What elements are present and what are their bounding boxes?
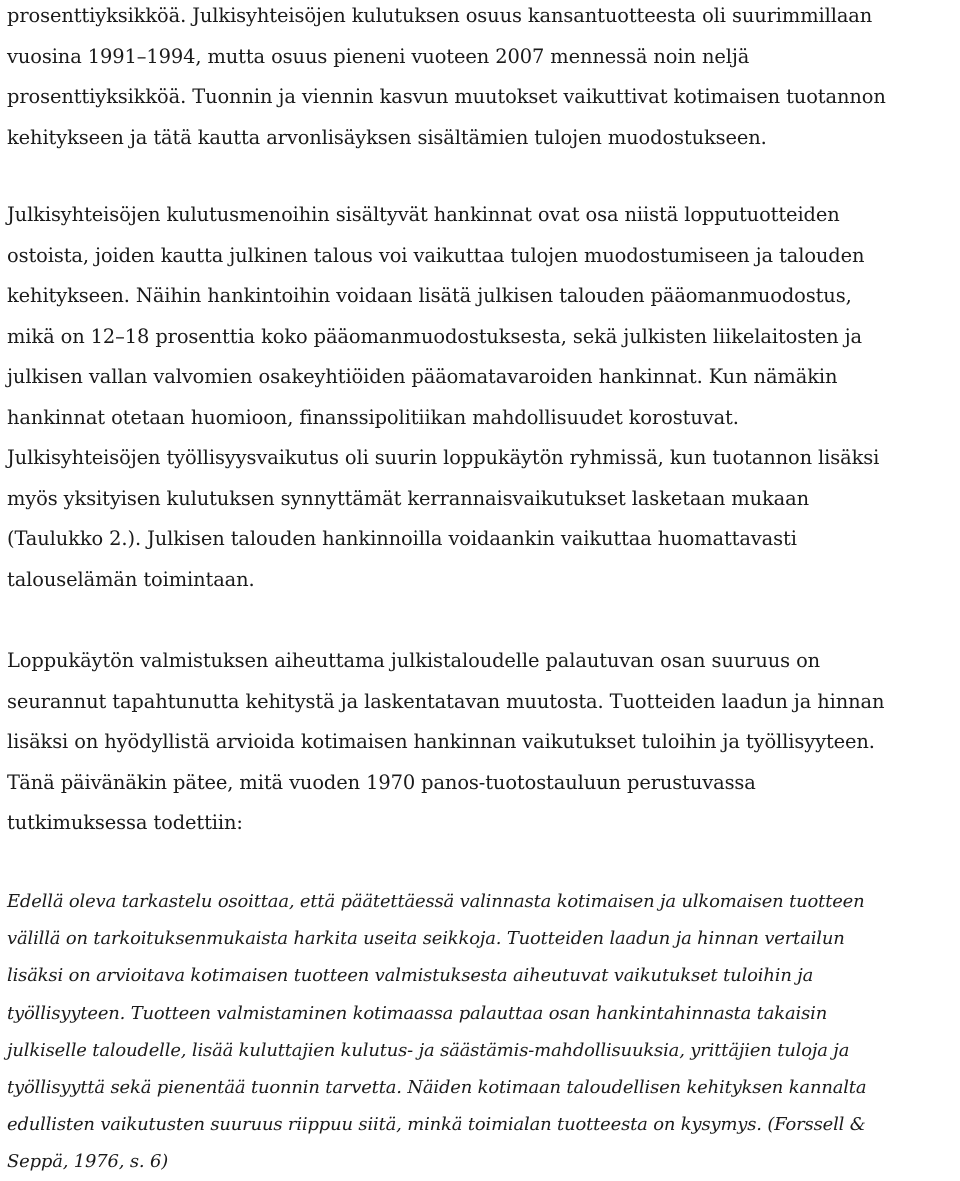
paragraph-consumption-share: [7, 0, 957, 158]
text-line: prosenttiyksikköä. Tuonnin ja viennin kasvun muutokset vaikuttivat kotimaisen tuotannon: [7, 85, 886, 108]
text-line: Tänä päivänäkin pätee, mitä vuoden 1970 panos-tuotostauluun perustuvassa: [7, 770, 756, 794]
quote-line: edullisten vaikutusten suuruus riippuu siitä, minkä toimialan tuotteesta on kysymys. (Forssell &: [7, 1114, 866, 1136]
text-line: kehitykseen ja tätä kautta arvonlisäyksen sisältämien tulojen muodostukseen.: [7, 125, 767, 149]
text-line: lisäksi on hyödyllistä arvioida kotimaisen hankinnan vaikutukset tuloihin ja työllisyyteen.: [7, 730, 875, 753]
paragraph-final-use: [7, 641, 957, 844]
text-line: kehitykseen. Näihin hankintoihin voidaan lisätä julkisen talouden pääomanmuodostus,: [7, 284, 852, 307]
text-line: Loppukäytön valmistuksen aiheuttama julkistaloudelle palautuvan osan suuruus on: [7, 649, 821, 672]
text-line: (Taulukko 2.). Julkisen talouden hankinnoilla voidaankin vaikuttaa huomattavasti: [7, 527, 797, 550]
quote-line: välillä on tarkoituksenmukaista harkita useita seikkoja. Tuotteiden laadun ja hinnan vertailun: [7, 928, 845, 950]
quote-line: työllisyyttä sekä pienentää tuonnin tarvetta. Näiden kotimaan taloudellisen kehityksen kannalta: [7, 1077, 867, 1099]
text-line: Julkisyhteisöjen kulutusmenoihin sisältyvät hankinnat ovat osa niistä lopputuotteiden: [7, 203, 840, 226]
text-line: seurannut tapahtunutta kehitystä ja laskentatavan muutosta. Tuotteiden laadun ja hinnan: [7, 689, 885, 713]
quote-line: julkiselle taloudelle, lisää kuluttajien kulutus- ja säästämis-mahdollisuuksia, yrittäjien tuloja ja: [7, 1039, 850, 1061]
quote-line: Seppä, 1976, s. 6): [7, 1151, 169, 1173]
text-line: julkisen vallan valvomien osakeyhtiöiden pääomatavaroiden hankinnat. Kun nämäkin: [7, 365, 838, 388]
paragraph-public-procurement: [7, 195, 957, 600]
quote-line: Edellä oleva tarkastelu osoittaa, että päätettäessä valinnasta kotimaisen ja ulkomaisen tuotteen: [7, 891, 865, 912]
text-line: myös yksityisen kulutuksen synnyttämät kerrannaisvaikutukset lasketaan mukaan: [7, 486, 810, 510]
block-quote: [7, 883, 957, 1181]
text-line: talouselämän toimintaan.: [7, 567, 255, 591]
text-line: Julkisyhteisöjen työllisyysvaikutus oli suurin loppukäytön ryhmissä, kun tuotannon lisäksi: [7, 446, 880, 469]
text-line: ostoista, joiden kautta julkinen talous voi vaikuttaa tulojen muodostumiseen ja talouden: [7, 243, 865, 267]
text-line: vuosina 1991–1994, mutta osuus pieneni vuoteen 2007 mennessä noin neljä: [7, 44, 750, 68]
quote-line: työllisyyteen. Tuotteen valmistaminen kotimaassa palauttaa osan hankintahinnasta takaisin: [7, 1002, 828, 1024]
text-line: mikä on 12–18 prosenttia koko pääomanmuodostuksesta, sekä julkisten liikelaitosten ja: [7, 324, 863, 348]
text-line: tutkimuksessa todettiin:: [7, 811, 243, 834]
quote-line: lisäksi on arvioitava kotimaisen tuotteen valmistuksesta aiheutuvat vaikutukset tuloihin ja: [7, 965, 814, 987]
text-line: prosenttiyksikköä. Julkisyhteisöjen kulutuksen osuus kansantuotteesta oli suurimmillaan: [7, 4, 873, 27]
text-line: hankinnat otetaan huomioon, finanssipolitiikan mahdollisuudet korostuvat.: [7, 405, 739, 429]
